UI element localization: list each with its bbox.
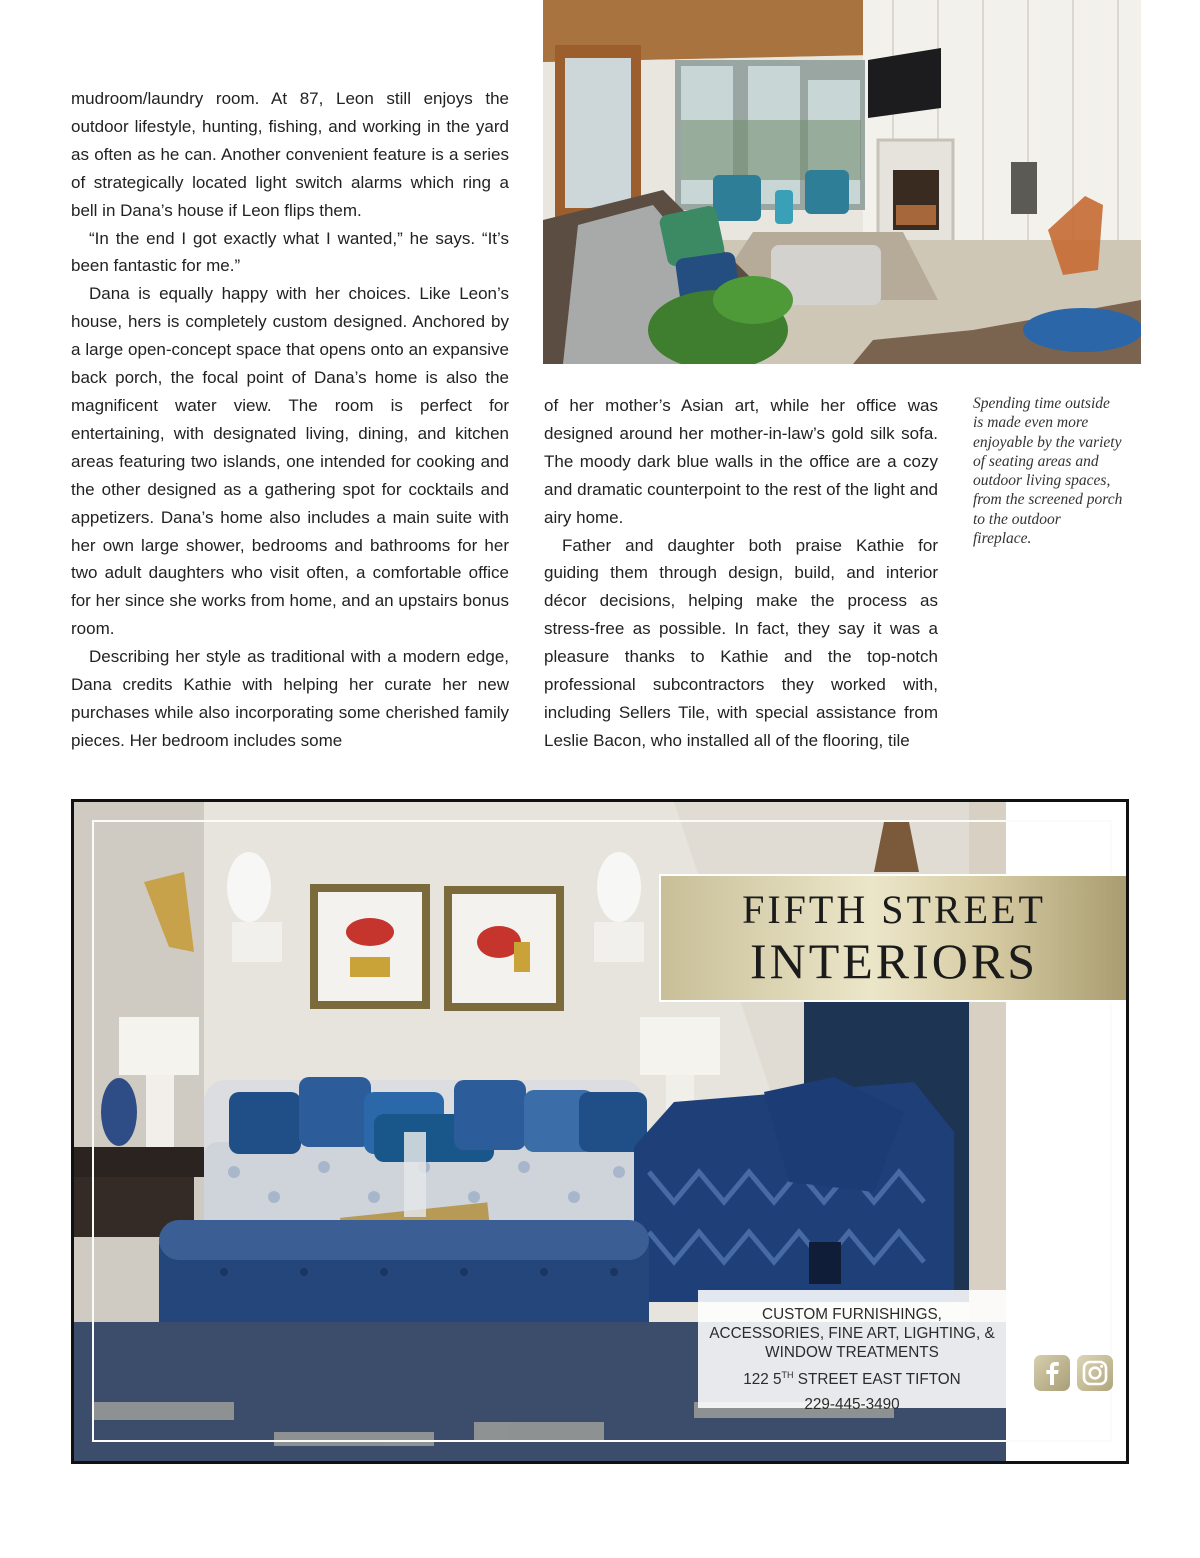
phone-number[interactable]: 229-445-3490 — [804, 1396, 900, 1414]
contact-info-box — [698, 1290, 1006, 1414]
photo-caption: Spending time outside is made even more enjoyable by the variety of seating areas and outdoor living spaces, from the screened porch to the outdoor fireplace. — [973, 395, 1123, 548]
facebook-icon[interactable] — [1034, 1355, 1070, 1391]
instagram-icon[interactable] — [1077, 1355, 1113, 1391]
fifth-street-interiors-ad — [71, 799, 1129, 1464]
paragraph: mudroom/laundry room. At 87, Leon still enjoys the outdoor lifestyle, hunting, fishing, and working in the yard as often as he can. Another convenient feature is a series of strategically located light switch alarms which ring a bell in Dana’s house if Leon flips them. — [71, 89, 509, 220]
paragraph: Describing her style as traditional with a modern edge, Dana credits Kathie with helping her curate her new purchases while also incorporating some cherished family pieces. Her bedroom includes some — [71, 647, 509, 750]
store-address: 122 5TH STREET EAST TIFTON — [743, 1370, 961, 1389]
article-column-middle — [544, 392, 938, 755]
ad-tagline: CUSTOM FURNISHINGS, ACCESSORIES, FINE ART, LIGHTING, & WINDOW TREATMENTS — [709, 1306, 995, 1361]
paragraph: Dana is equally happy with her choices. Like Leon’s house, hers is completely custom designed. Anchored by a large open-concept space that opens onto an expansive back porch, the focal point of Dana’s home is also the magnificent water view. The room is perfect for entertaining, with designated living, dining, and kitchen areas featuring two islands, one intended for cooking and the other designed as a gathering spot for cocktails and appetizers. Dana’s home also includes a main suite with her own large shower, bedrooms and bathrooms for her two adult daughters who visit often, a comfortable office for her since she works from home, and an upstairs bonus room. — [71, 284, 509, 639]
article-column-left — [71, 85, 509, 755]
brand-name-line2: INTERIORS — [749, 933, 1039, 989]
paragraph: “In the end I got exactly what I wanted,” he says. “It’s been fantastic for me.” — [71, 228, 509, 276]
porch-photo — [543, 0, 1141, 364]
brand-name-line1: FIFTH STREET — [742, 887, 1046, 932]
paragraph: Father and daughter both praise Kathie for guiding them through design, build, and interior décor decisions, helping make the process as stress-free as possible. In fact, they say it was a pleasure thanks to Kathie and the top-notch professional subcontractors they worked with, including Sellers Tile, with special assistance from Leslie Bacon, who installed all of the flooring, tile — [544, 535, 938, 750]
brand-plate — [659, 874, 1129, 1002]
paragraph: of her mother’s Asian art, while her office was designed around her mother-in-law’s gold silk sofa. The moody dark blue walls in the office are a cozy and dramatic counterpoint to the rest of the light and airy home. — [544, 396, 938, 527]
